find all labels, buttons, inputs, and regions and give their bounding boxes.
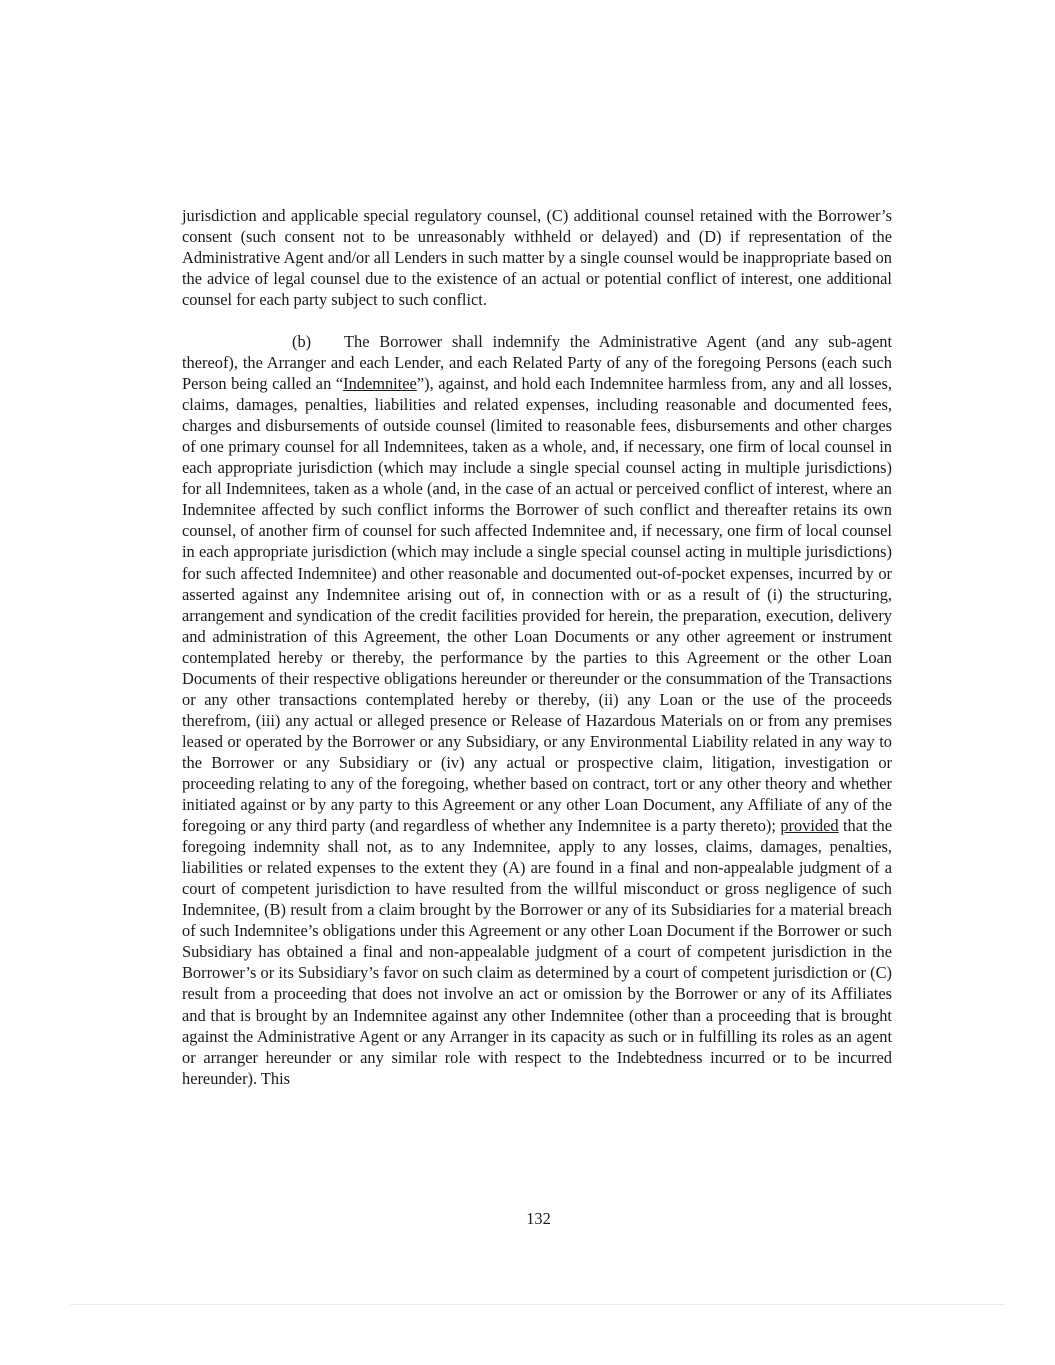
paragraph-continuation: jurisdiction and applicable special regulatory counsel, (C) additional counsel retained with the Borrower’s consent (such consent not to be unreasonably withheld or delayed) and (D) if representation of the Administrative Agent and/or all Lenders in such matter by a single counsel would be inappropriate based on the advice of legal counsel due to the existence of an actual or potential conflict of interest, one additional counsel for each party subject to such conflict.	[182, 206, 892, 310]
page-number: 132	[526, 1209, 551, 1228]
paragraph-text-b: ”), against, and hold each Indemnitee harmless from, any and all losses, claims, damages, penalties, liabilities and related expenses, including reasonable and documented fees, charges and disbursements of outside counsel (limited to reasonable fees, disbursements and other charges of one primary counsel for all Indemnitees, taken as a whole, and, if necessary, one firm of local counsel in each appropriate jurisdiction (which may include a single special counsel acting in multiple jurisdictions) for all Indemnitees, taken as a whole (and, in the case of an actual or perceived conflict of interest, where an Indemnitee affected by such conflict informs the Borrower of such conflict and thereafter retains its own counsel, of another firm of counsel for such affected Indemnitee and, if necessary, one firm of local counsel in each appropriate jurisdiction (which may include a single special counsel acting in multiple jurisdictions) for such affected Indemnitee) and other reasonable and documented out-of-pocket expenses, incurred by or asserted against any Indemnitee arising out of, in connection with or as a result of (i) the structuring, arrangement and syndication of the credit facilities provided for herein, the preparation, execution, delivery and administration of this Agreement, the other Loan Documents or any other agreement or instrument contemplated hereby or thereby, the performance by the parties to this Agreement or the other Loan Documents of their respective obligations hereunder or thereunder or the consummation of the Transactions or any other transactions contemplated hereby or thereby, (ii) any Loan or the use of the proceeds therefrom, (iii) any actual or alleged presence or Release of Hazardous Materials on or from any premises leased or operated by the Borrower or any Subsidiary, or any Environmental Liability related in any way to the Borrower or any Subsidiary or (iv) any actual or prospective claim, litigation, investigation or proceeding relating to any of the foregoing, whether based on contract, tort or any other theory and whether initiated against or by any party to this Agreement or any other Loan Document, any Affiliate of any of the foregoing or any third party (and regardless of whether any Indemnitee is a party thereto);	[182, 374, 892, 836]
paragraph-text-a: The Borrower shall indemnify the Administrative Agent (and any sub-agent thereof), the Arranger and each Lender, and each Related Party of any of the foregoing Persons (each such Person being called an “	[182, 332, 892, 394]
page-divider	[70, 1304, 1005, 1305]
defined-term-provided: provided	[780, 816, 839, 836]
paragraph-b	[182, 331, 892, 1089]
paragraph-text-c: that the foregoing indemnity shall not, as to any Indemnitee, apply to any losses, claims, damages, penalties, liabilities or related expenses to the extent they (A) are found in a final and non-appealable judgment of a court of competent jurisdiction to have resulted from the willful misconduct or gross negligence of such Indemnitee, (B) result from a claim brought by the Borrower or any of its Subsidiaries for a material breach of such Indemnitee’s obligations under this Agreement or any other Loan Document if the Borrower or such Subsidiary has obtained a final and non-appealable judgment of a court of competent jurisdiction in the Borrower’s or its Subsidiary’s favor on such claim as determined by a court of competent jurisdiction or (C) result from a proceeding that does not involve an act or omission by the Borrower or any of its Affiliates and that is brought by an Indemnitee against any other Indemnitee (other than a proceeding that is brought against the Administrative Agent or any Arranger in its capacity as such or in fulfilling its roles as an agent or arranger hereunder or any similar role with respect to the Indebtedness incurred or to be incurred hereunder). This	[182, 816, 892, 1088]
defined-term-indemnitee: Indemnitee	[343, 374, 417, 394]
paragraph-label: (b)	[292, 332, 312, 351]
